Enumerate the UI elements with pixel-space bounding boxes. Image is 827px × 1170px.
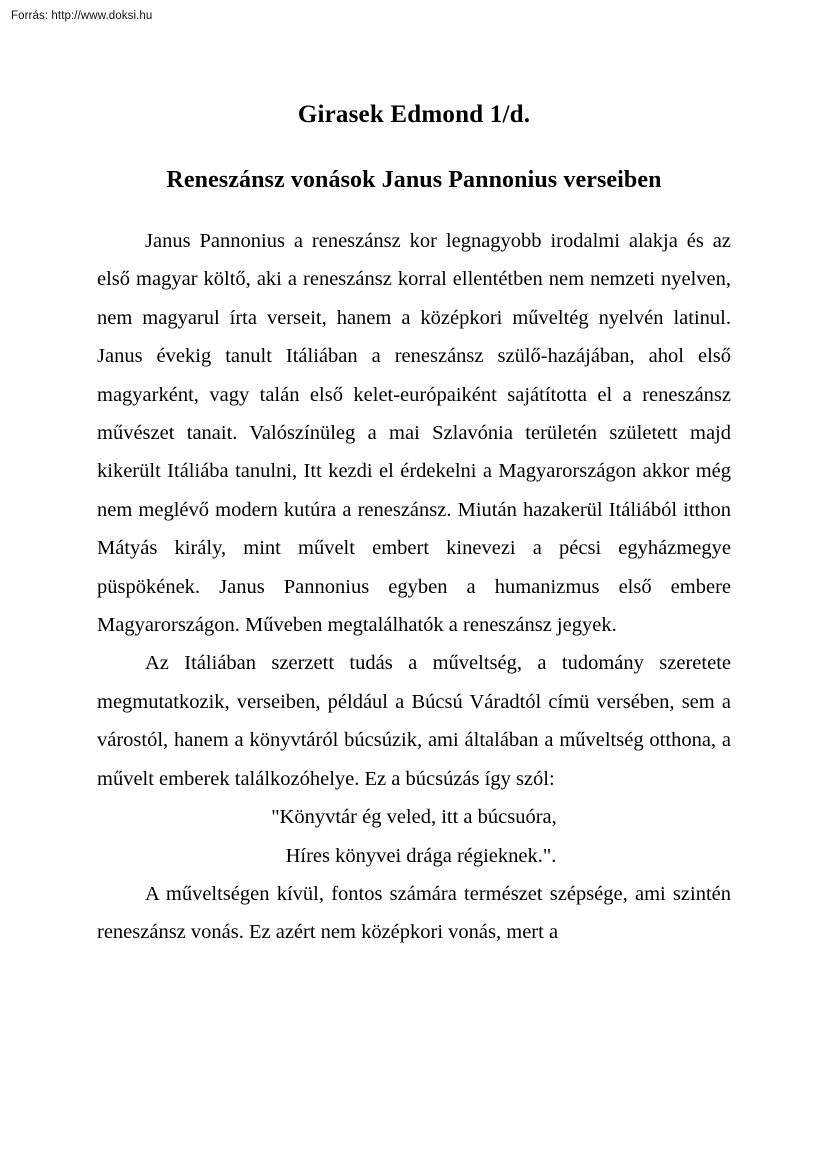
page-title: Girasek Edmond 1/d. <box>297 101 531 128</box>
body-text-column <box>97 222 731 952</box>
verse-line-1: "Könyvtár ég veled, itt a búcsuóra, <box>271 806 557 829</box>
paragraph-1: Janus Pannonius a reneszánsz kor legnagyobb irodalmi alakja és az első magyar költő, aki a reneszánsz korral ellentétben nem nemzeti nyelven, nem magyarul írta verseit, hanem a középkori műveltég nyelvén latinul. Janus évekig tanult Itáliában a reneszánsz szülő-hazájában, ahol első magyarként, vagy talán első kelet-európaiként sajátította el a reneszánsz művészet tanait. Valószínüleg a mai Szlavónia területén született majd kikerült Itáliába tanulni, Itt kezdi el érdekelni a Magyarországon akkor még nem meglévő modern kutúra a reneszánsz. Miután hazakerül Itáliából itthon Mátyás király, mint művelt embert kinevezi a pécsi egyházmegye püspökének. Janus Pannonius egyben a humanizmus első embere Magyarországon. Műveben megtalálhatók a reneszánsz jegyek. <box>97 230 731 637</box>
document-page <box>97 0 731 1170</box>
verse-line-2: Híres könyvei drága régieknek.". <box>285 844 557 867</box>
page-subtitle: Reneszánsz vonások Janus Pannonius verseiben <box>166 167 662 193</box>
source-url-header: Forrás: http://www.doksi.hu <box>11 10 153 22</box>
quoted-verse-block <box>97 798 731 875</box>
paragraph-3: A műveltségen kívül, fontos számára természet szépsége, ami szintén reneszánsz vonás. Ez azért nem középkori vonás, mert a <box>97 882 731 944</box>
paragraph-2: Az Itáliában szerzett tudás a műveltség, a tudomány szeretete megmutatkozik, verseiben, például a Búcsú Váradtól címü versében, sem a várostól, hanem a könyvtáról búcsúzik, ami általában a műveltség otthona, a művelt emberek találkozóhelye. Ez a búcsúzás így szól: <box>97 652 731 790</box>
